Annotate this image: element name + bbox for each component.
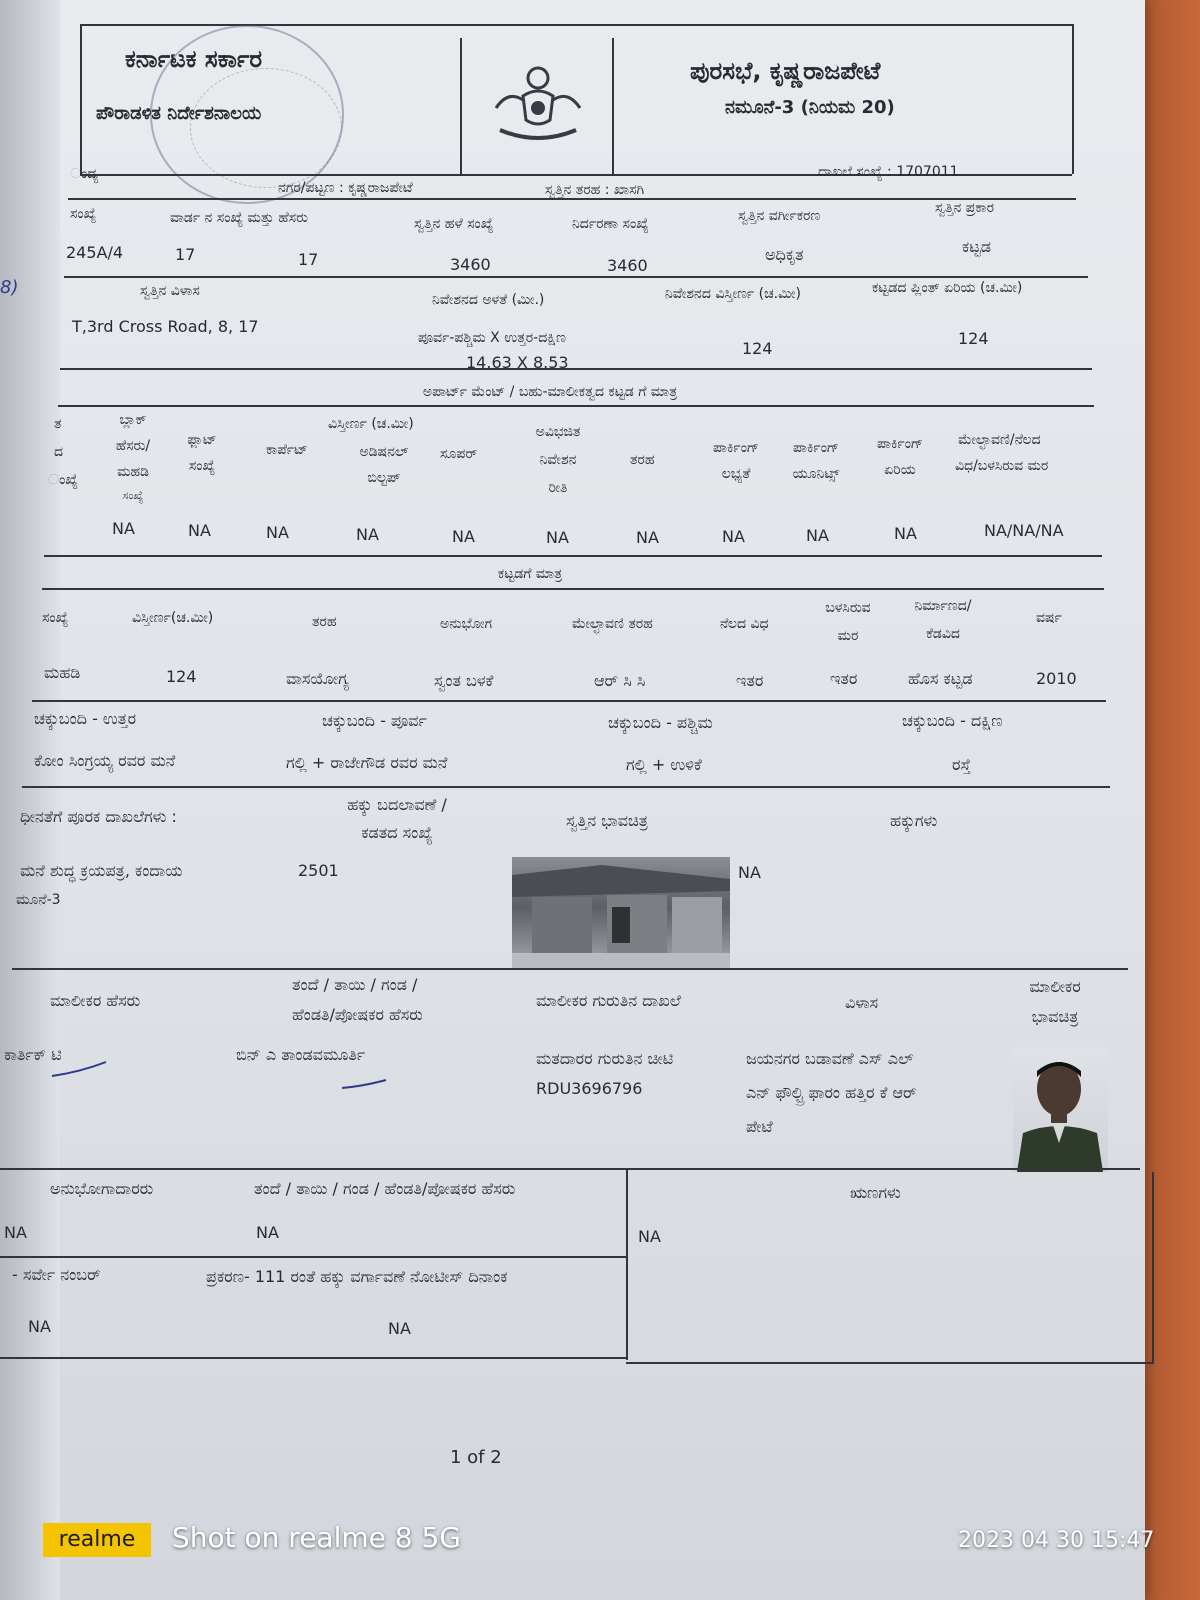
owner-name-header: ಮಾಲೀಕರ ಹೆಸರು bbox=[50, 991, 141, 1010]
apt-super-header: ಸೂಪರ್ bbox=[440, 446, 478, 462]
rule bbox=[58, 405, 1094, 407]
notice-header: ಪ್ರಕರಣ- 111 ರಂತೆ ಹಕ್ಕು ವರ್ಗಾವಣೆ ನೋಟೀಸ್ ದಿನಾಂಕ bbox=[206, 1267, 508, 1286]
rule bbox=[0, 1168, 1140, 1170]
supporting-doc-line: ಮೂನೆ-3 bbox=[16, 892, 61, 908]
capture-datetime: 2023 04 30 15:47 bbox=[958, 1528, 1155, 1553]
apt-edge-header: ತ bbox=[54, 416, 62, 432]
boundary-east-header: ಚಕ್ಕುಬಂದಿ - ಪೂರ್ವ bbox=[322, 711, 427, 730]
bld-floor: ಮಹಡಿ bbox=[44, 663, 81, 682]
site-dimensions: 14.63 X 8.53 bbox=[466, 353, 569, 372]
bld-year: 2010 bbox=[1036, 669, 1077, 688]
rights-header: ಹಕ್ಕುಗಳು bbox=[890, 811, 938, 830]
apt-value: NA bbox=[806, 526, 829, 545]
occupant-relative-header: ತಂದೆ / ತಾಯಿ / ಗಂಡ / ಹೆಂಡತಿ/ಪೋಷಕರ ಹೆಸರು bbox=[254, 1179, 516, 1198]
bld-header-usage: ಅನುಭೋಗ bbox=[440, 616, 493, 632]
apt-value: NA bbox=[894, 524, 917, 543]
supporting-docs-header: ಧೀನತೆಗೆ ಪೂರಕ ದಾಖಲೆಗಳು : bbox=[20, 807, 177, 826]
owner-photo-header: ಭಾವಚಿತ್ರ bbox=[1031, 1007, 1079, 1026]
boundary-south-header: ಚಕ್ಕುಬಂದಿ - ದಕ್ಷಿಣ bbox=[902, 711, 1003, 730]
rule bbox=[80, 24, 82, 174]
owner-id-type: ಮತದಾರರ ಗುರುತಿನ ಚೀಟಿ bbox=[536, 1049, 674, 1068]
apt-value: NA bbox=[112, 519, 135, 538]
apt-value: NA bbox=[452, 527, 475, 546]
municipal-seal-inner bbox=[190, 68, 342, 188]
signature-mark bbox=[50, 1060, 110, 1080]
bld-roof: ಆರ್ ಸಿ ಸಿ bbox=[594, 671, 646, 690]
property-type: ಸ್ವತ್ತಿನ ತರಹ : ಖಾಸಗಿ bbox=[545, 182, 645, 198]
site-area: 124 bbox=[742, 339, 773, 358]
owner-photo bbox=[1013, 1047, 1108, 1172]
rule bbox=[0, 1256, 627, 1258]
directorate-title: ಪೌರಾಡಳಿತ ನಿರ್ದೇಶನಾಲಯ bbox=[96, 103, 262, 124]
bld-header-wood: ಮರ bbox=[837, 628, 859, 644]
occupant-relative-value: NA bbox=[256, 1223, 279, 1242]
col-header-old-number: ಸ್ವತ್ತಿನ ಹಳೆ ಸಂಖ್ಯೆ bbox=[414, 216, 494, 232]
property-number: 245A/4 bbox=[66, 243, 124, 262]
dimension-header: ನಿವೇಶನದ ಅಳತೆ (ಮೀ.) bbox=[432, 292, 545, 308]
address-header: ಸ್ವತ್ತಿನ ವಿಳಾಸ bbox=[140, 283, 200, 299]
apt-carpet-header: ಕಾರ್ಪೆಟ್ bbox=[266, 442, 308, 458]
apt-value: NA bbox=[356, 525, 379, 544]
apt-block-header: ಬ್ಲಾಕ್ bbox=[119, 412, 147, 428]
boundary-west-header: ಚಕ್ಕುಬಂದಿ - ಪಶ್ಚಿಮ bbox=[608, 713, 713, 732]
apt-area-header: ವಿಸ್ತೀರ್ಣ (ಚ.ಮೀ) bbox=[328, 416, 414, 432]
apt-roof-header: ಮೇಲ್ಛಾವಣಿ/ನೆಲದ bbox=[958, 432, 1041, 448]
occupant-header: ಅನುಭೋಗಾದಾರರು bbox=[50, 1179, 154, 1198]
property-photo-header: ಸ್ವತ್ತಿನ ಭಾವಚಿತ್ರ bbox=[566, 811, 648, 830]
rule bbox=[626, 1168, 628, 1360]
owner-relative-header: ತಂದೆ / ತಾಯಿ / ಗಂಡ / bbox=[292, 975, 418, 994]
rule bbox=[12, 968, 1128, 970]
bld-build: ಹೊಸ ಕಟ್ಟಡ bbox=[908, 669, 973, 688]
bld-type: ವಾಸಯೋಗ್ಯ bbox=[286, 669, 349, 688]
rule bbox=[612, 38, 614, 174]
col-header-number: ಸಂಖ್ಯೆ bbox=[70, 206, 97, 222]
rule bbox=[626, 1362, 1154, 1364]
property-photo bbox=[512, 857, 730, 969]
apt-value: NA bbox=[722, 527, 745, 546]
municipality-title: ಪುರಸಭೆ, ಕೃಷ್ಣರಾಜಪೇಟೆ bbox=[690, 57, 881, 85]
direction-label: ಪೂರ್ವ-ಪಶ್ಚಿಮ X ಉತ್ತರ-ದಕ್ಷಿಣ bbox=[418, 330, 566, 346]
apt-additional-header: ಅಡಿಷನಲ್ bbox=[359, 444, 409, 460]
boundary-east: ಗಲ್ಲಿ + ರಾಜೇಗೌಡ ರವರ ಮನೆ bbox=[286, 753, 448, 772]
bld-header-year: ವರ್ಷ bbox=[1036, 610, 1062, 626]
apt-value: NA bbox=[636, 528, 659, 547]
apt-parking-area-header: ಏರಿಯ bbox=[884, 462, 916, 478]
apartment-section-title: ಅಪಾರ್ಟ್ ಮೆಂಟ್ / ಬಹು-ಮಾಲೀಕತ್ವದ ಕಟ್ಟಡ ಗೆ ಮಾತ್ರ bbox=[422, 384, 678, 400]
col-header-ward: ವಾರ್ಡ ನ ಸಂಖ್ಯೆ ಮತ್ತು ಹೆಸರು bbox=[170, 210, 308, 226]
bld-area: 124 bbox=[166, 667, 197, 686]
survey-value: NA bbox=[28, 1317, 51, 1336]
apt-undivided-header: ರೀತಿ bbox=[548, 480, 568, 496]
town-label: ನಗರ/ಪಟ್ಟಣ : ಕೃಷ್ಣರಾಜಪೇಟೆ bbox=[278, 180, 413, 196]
bld-header-wood: ಬಳಸಿರುವ bbox=[825, 600, 871, 616]
apt-roof-header: ವಿಧ/ಬಳಸಿರುವ ಮರ bbox=[955, 458, 1049, 474]
signature-mark bbox=[340, 1076, 390, 1090]
owner-address-line: ಪೇಟೆ bbox=[746, 1117, 773, 1136]
apt-value: NA bbox=[188, 521, 211, 540]
margin-note: 8) bbox=[0, 277, 19, 298]
bld-header-floor: ಸಂಖ್ಯೆ bbox=[42, 610, 69, 626]
rule bbox=[460, 38, 462, 174]
apt-block-header: ಹೆಸರು/ bbox=[115, 438, 151, 454]
boundary-west: ಗಲ್ಲಿ + ಉಳಿಕೆ bbox=[626, 755, 702, 774]
owner-photo-header: ಮಾಲೀಕರ bbox=[1029, 977, 1081, 996]
owner-relative-header: ಹೆಂಡತಿ/ಪೋಷಕರ ಹೆಸರು bbox=[292, 1005, 423, 1024]
bld-header-type: ತರಹ bbox=[312, 614, 337, 630]
loans-value: NA bbox=[638, 1227, 661, 1246]
bld-header-roof: ಮೇಲ್ಛಾವಣಿ ತರಹ bbox=[572, 616, 653, 632]
state-emblem bbox=[478, 58, 598, 148]
owner-relative: ಬಿನ್ ಎ ತಾಂಡವಮೂರ್ತಿ bbox=[236, 1045, 366, 1064]
owner-id-number: RDU3696796 bbox=[536, 1079, 643, 1098]
apt-parking-avail-header: ಲಭ್ಯತೆ bbox=[721, 466, 751, 482]
old-number: 3460 bbox=[450, 255, 491, 274]
rule bbox=[60, 368, 1092, 370]
govt-title: ಕರ್ನಾಟಕ ಸರ್ಕಾರ bbox=[125, 45, 263, 73]
page-number: 1 of 2 bbox=[450, 1447, 502, 1468]
col-header-kind: ಸ್ವತ್ತಿನ ಪ್ರಕಾರ bbox=[935, 200, 995, 216]
ward-number: 17 bbox=[175, 245, 196, 264]
owner-name: ಕಾರ್ತಿಕ್ ಟಿ bbox=[4, 1045, 62, 1064]
rule bbox=[64, 276, 1088, 278]
form-number: ನಮೂನೆ-3 (ನಿಯಮ 20) bbox=[725, 97, 895, 118]
boundary-north: ಕೋಂ ಸಿಂಗ್ರಯ್ಯ ರವರ ಮನೆ bbox=[34, 751, 176, 770]
owner-address-line: ಎನ್ ಫೌಲ್ಟ್ರಿ ಫಾರಂ ಹತ್ತಿರ ಕೆ ಆರ್ bbox=[746, 1083, 917, 1102]
rule bbox=[68, 198, 1076, 200]
rule bbox=[1072, 24, 1074, 174]
apt-flat-header: ಫ್ಲಾಟ್ bbox=[187, 432, 217, 448]
bld-header-area: ವಿಸ್ತೀರ್ಣ(ಚ.ಮೀ) bbox=[132, 610, 214, 626]
apt-edge-header: ಂಖ್ಯೆ bbox=[48, 472, 78, 488]
apt-additional-header: ಬಿಲ್ಟಪ್ bbox=[367, 470, 401, 486]
record-number: ದಾಖಲೆ ಸಂಖ್ಯೆ : 1707011 bbox=[818, 164, 959, 180]
apt-parking-units-header: ಯೂನಿಟ್ಸ್ bbox=[792, 466, 840, 482]
apt-undivided-header: ನಿವೇಶನ bbox=[539, 452, 577, 468]
rule bbox=[32, 700, 1106, 702]
transfer-number: 2501 bbox=[298, 861, 339, 880]
brand-badge: realme bbox=[43, 1523, 151, 1557]
ward-name: 17 bbox=[298, 250, 319, 269]
plinth-area: 124 bbox=[958, 329, 989, 348]
assessment-number: 3460 bbox=[607, 256, 648, 275]
supporting-doc-line: ಮನೆ ಶುದ್ಧ ಕ್ರಯಪತ್ರ, ಕಂದಾಯ bbox=[20, 861, 183, 880]
bld-floor-type: ಇತರ bbox=[736, 671, 764, 690]
property-address: T,3rd Cross Road, 8, 17 bbox=[72, 317, 259, 336]
boundary-south: ರಸ್ತೆ bbox=[952, 755, 971, 774]
transfer-header: ಹಕ್ಕು ಬದಲಾವಣೆ / bbox=[347, 795, 447, 814]
notice-value: NA bbox=[388, 1319, 411, 1338]
plinth-area-header: ಕಟ್ಟಡದ ಪ್ಲಿಂತ್ ಏರಿಯ (ಚ.ಮೀ) bbox=[872, 280, 1023, 296]
col-header-classification: ಸ್ವತ್ತಿನ ವರ್ಗೀಕರಣ bbox=[738, 208, 821, 224]
bld-header-build: ಕೆಡವಿದ bbox=[926, 626, 960, 642]
rule bbox=[42, 588, 1104, 590]
apt-edge-header: ದ bbox=[54, 444, 64, 460]
bld-header-floor-type: ನೆಲದ ವಿಧ bbox=[720, 616, 769, 632]
bld-header-build: ನಿರ್ಮಾಣದ/ bbox=[914, 598, 972, 614]
apt-type-header: ತರಹ bbox=[630, 452, 655, 468]
building-section-title: ಕಟ್ಟಡಗೆ ಮಾತ್ರ bbox=[497, 566, 563, 582]
owner-address-line: ಜಯನಗರ ಬಡಾವಣೆ ಎಸ್ ಎಲ್ bbox=[746, 1049, 914, 1068]
rule bbox=[22, 786, 1110, 788]
owner-id-header: ಮಾಲೀಕರ ಗುರುತಿನ ದಾಖಲೆ bbox=[536, 991, 681, 1010]
apt-undivided-header: ಅವಿಭಜಿತ bbox=[535, 424, 581, 440]
classification: ಅಧಿಕೃತ bbox=[765, 245, 804, 264]
owner-address-header: ವಿಳಾಸ bbox=[845, 993, 879, 1012]
rule bbox=[0, 1357, 627, 1359]
survey-header: - ಸರ್ವೇ ನಂಬರ್ bbox=[12, 1265, 101, 1284]
apt-flat-header: ಸಂಖ್ಯೆ bbox=[188, 458, 216, 474]
occupant-value: NA bbox=[4, 1223, 27, 1242]
property-kind: ಕಟ್ಟಡ bbox=[962, 237, 991, 256]
site-area-header: ನಿವೇಶನದ ವಿಸ್ತೀರ್ಣ (ಚ.ಮೀ) bbox=[665, 286, 801, 302]
apt-value: NA bbox=[266, 523, 289, 542]
apt-parking-avail-header: ಪಾರ್ಕಿಂಗ್ bbox=[712, 440, 760, 456]
boundary-north-header: ಚಕ್ಕುಬಂದಿ - ಉತ್ತರ bbox=[34, 709, 137, 728]
apt-value: NA bbox=[546, 528, 569, 547]
bld-usage: ಸ್ವಂತ ಬಳಕೆ bbox=[434, 671, 494, 690]
apt-block-header: ಸಂಖ್ಯೆ bbox=[122, 489, 144, 502]
apt-parking-area-header: ಪಾರ್ಕಿಂಗ್ bbox=[876, 436, 924, 452]
apt-parking-units-header: ಪಾರ್ಕಿಂಗ್ bbox=[792, 440, 840, 456]
info-prefix: ಂದ್ಯ bbox=[70, 166, 99, 182]
shot-on-text: Shot on realme 8 5G bbox=[172, 1521, 461, 1554]
loans-header: ಋಣಗಳು bbox=[850, 1183, 901, 1202]
apt-value: NA/NA/NA bbox=[984, 521, 1064, 540]
col-header-assessment-no: ನಿರ್ದರಣಾ ಸಂಖ್ಯೆ bbox=[572, 216, 649, 232]
page-binding bbox=[0, 0, 60, 1600]
rule bbox=[44, 555, 1102, 557]
apt-block-header: ಮಹಡಿ bbox=[117, 464, 149, 480]
transfer-header: ಕಡತದ ಸಂಖ್ಯೆ bbox=[361, 823, 433, 842]
rule bbox=[1152, 1172, 1154, 1364]
bld-wood: ಇತರ bbox=[830, 669, 858, 688]
rights-value: NA bbox=[738, 863, 761, 882]
